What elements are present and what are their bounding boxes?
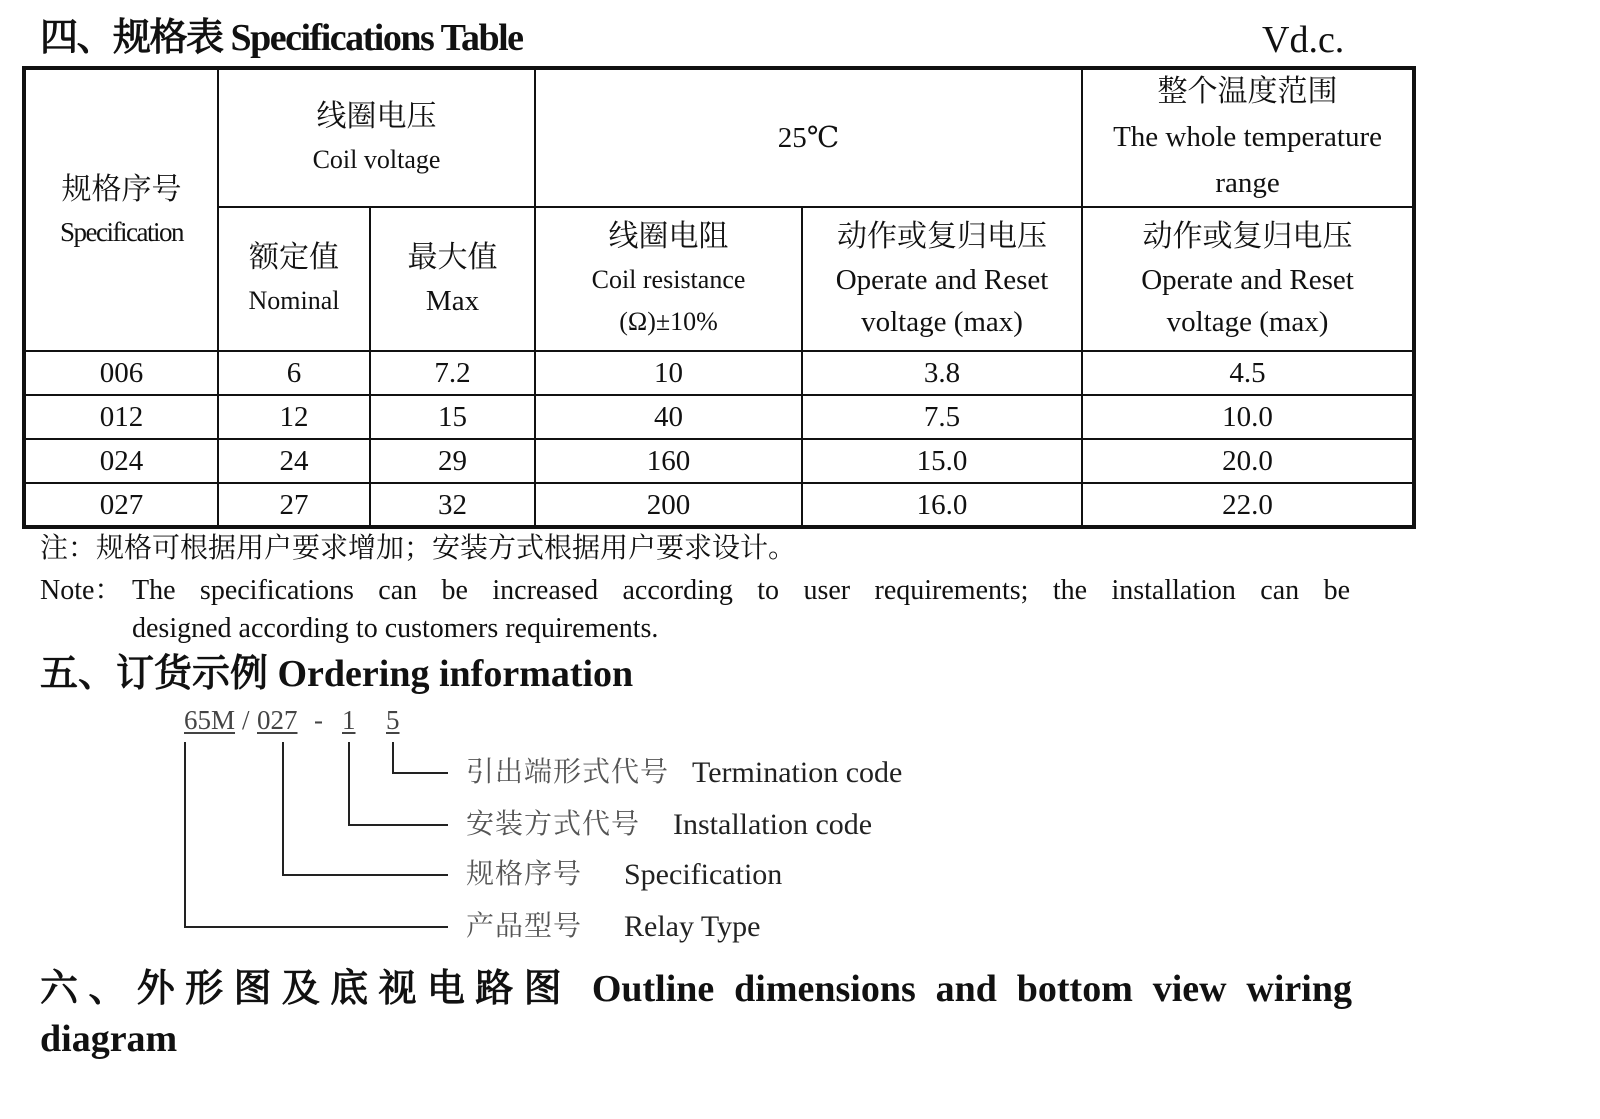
note-chinese: 注：规格可根据用户要求增加；安装方式根据用户要求设计。 — [40, 533, 797, 564]
label-specification-en: Specification — [624, 858, 783, 891]
connector-line-specification-vertical — [282, 742, 284, 876]
code-relay-type: 65M — [184, 705, 236, 735]
table-row — [24, 439, 1414, 483]
cell-operate-reset-25c: 3.8 — [802, 351, 1082, 395]
table-row — [24, 351, 1414, 395]
label-relay-type-en: Relay Type — [624, 910, 761, 943]
header-operate-reset-25c-en1: Operate and Reset — [835, 264, 1049, 296]
cell-coil-resistance: 200 — [535, 483, 802, 527]
connector-line-installation-vertical — [348, 742, 350, 826]
cell-operate-reset-25c: 16.0 — [802, 483, 1082, 527]
code-specification: 027 — [257, 705, 298, 735]
ordering-diagram — [0, 690, 1000, 960]
header-operate-reset-whole — [1082, 207, 1414, 351]
cell-spec: 006 — [24, 351, 218, 395]
note-english-line-1: The specifications can be increased according to user requirements; the installation can be — [132, 575, 1350, 606]
header-specification — [24, 68, 218, 351]
header-25c-label: 25℃ — [777, 122, 840, 154]
connector-line-specification-horizontal — [282, 874, 448, 876]
cell-coil-resistance: 40 — [535, 395, 802, 439]
cell-spec: 012 — [24, 395, 218, 439]
header-specification-cn: 规格序号 — [61, 173, 182, 206]
cell-coil-resistance: 10 — [535, 351, 802, 395]
cell-max: 32 — [370, 483, 535, 527]
cell-coil-resistance: 160 — [535, 439, 802, 483]
header-operate-reset-25c-en2: voltage (max) — [861, 306, 1023, 338]
label-relay-type-cn: 产品型号 — [466, 911, 583, 942]
cell-operate-reset-whole: 20.0 — [1082, 439, 1414, 483]
cell-nominal: 12 — [218, 395, 370, 439]
header-coil-voltage-cn: 线圈电压 — [316, 100, 437, 133]
label-specification-cn: 规格序号 — [466, 859, 583, 890]
section-4-title: 四、规格表 Specifications Table — [40, 17, 523, 59]
note-english-line-2: designed according to customers requirements. — [132, 613, 659, 644]
header-operate-reset-25c — [802, 207, 1082, 351]
table-row — [24, 483, 1414, 527]
header-whole-temperature-cn: 整个温度范围 — [1157, 75, 1338, 108]
header-coil-resistance-en: Coil resistance — [591, 265, 746, 294]
header-coil-resistance-tolerance: (Ω)±10% — [619, 307, 718, 336]
header-coil-voltage-en: Coil voltage — [312, 145, 441, 174]
connector-line-relay-type-horizontal — [184, 926, 448, 928]
cell-nominal: 27 — [218, 483, 370, 527]
label-termination-cn: 引出端形式代号 — [466, 757, 670, 788]
connector-line-relay-type-vertical — [184, 742, 186, 928]
cell-operate-reset-whole: 4.5 — [1082, 351, 1414, 395]
code-termination: 5 — [386, 705, 400, 735]
header-operate-reset-25c-cn: 动作或复归电压 — [837, 220, 1048, 253]
header-max-cn: 最大值 — [407, 241, 498, 274]
unit-label: Vd.c. — [1262, 19, 1345, 61]
cell-operate-reset-25c: 7.5 — [802, 395, 1082, 439]
cell-spec: 024 — [24, 439, 218, 483]
specifications-table — [22, 66, 1416, 529]
section-6-title: 六、外形图及底视电路图 Outline dimensions and bottom view wiring — [40, 968, 1352, 1010]
cell-nominal: 24 — [218, 439, 370, 483]
header-coil-voltage — [218, 68, 535, 207]
section-6-title-continued: diagram — [40, 1018, 178, 1060]
header-operate-reset-whole-en1: Operate and Reset — [1141, 264, 1354, 296]
note-english-label: Note： — [40, 575, 123, 606]
label-termination-en: Termination code — [692, 756, 903, 789]
cell-operate-reset-whole: 10.0 — [1082, 395, 1414, 439]
connector-line-termination-vertical — [392, 742, 394, 774]
cell-max: 15 — [370, 395, 535, 439]
section-5-title: 五、订货示例 Ordering information — [40, 653, 634, 695]
connector-line-termination-horizontal — [392, 772, 448, 774]
label-installation-en: Installation code — [673, 808, 873, 841]
cell-spec: 027 — [24, 483, 218, 527]
header-operate-reset-whole-cn: 动作或复归电压 — [1142, 220, 1353, 253]
table-row — [24, 395, 1414, 439]
header-operate-reset-whole-en2: voltage (max) — [1166, 306, 1329, 338]
header-nominal — [218, 207, 370, 351]
header-whole-temperature-en: The whole temperature range — [1113, 121, 1382, 199]
header-max-en: Max — [425, 285, 480, 317]
connector-line-installation-horizontal — [348, 824, 448, 826]
header-coil-resistance — [535, 207, 802, 351]
code-separator-dash: - — [314, 705, 323, 735]
header-specification-en: Specification — [60, 217, 183, 247]
header-coil-resistance-cn: 线圈电阻 — [608, 220, 729, 253]
code-installation: 1 — [342, 705, 356, 735]
header-nominal-en: Nominal — [248, 286, 340, 315]
code-separator-slash: / — [242, 705, 250, 735]
cell-max: 29 — [370, 439, 535, 483]
header-max — [370, 207, 535, 351]
label-installation-cn: 安装方式代号 — [466, 809, 641, 840]
cell-nominal: 6 — [218, 351, 370, 395]
cell-max: 7.2 — [370, 351, 535, 395]
header-nominal-cn: 额定值 — [249, 241, 339, 274]
header-whole-temperature — [1082, 68, 1414, 207]
cell-operate-reset-25c: 15.0 — [802, 439, 1082, 483]
header-25c — [535, 68, 1082, 207]
cell-operate-reset-whole: 22.0 — [1082, 483, 1414, 527]
